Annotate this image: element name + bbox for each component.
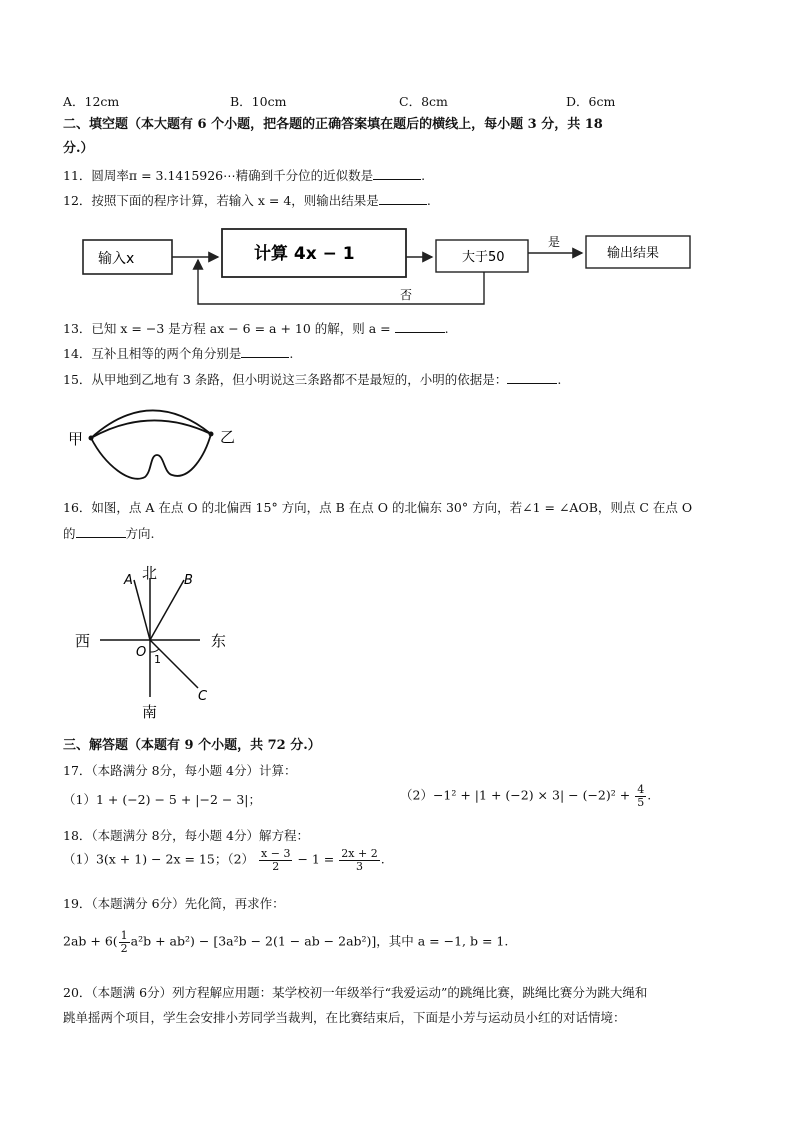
- question-13: [63, 320, 449, 336]
- question-19-expression: [63, 930, 508, 954]
- q15-answer-blank: [507, 371, 557, 384]
- question-18-parts: [63, 848, 385, 872]
- q18-f1-num: x − 3: [261, 847, 291, 860]
- q19-expr-b: a²b + ab²) − [3a²b − 2(1 − ab − 2ab²)]，其中 a = −1, b = 1.: [130, 933, 509, 949]
- section2-heading-line2: 分.）: [63, 141, 94, 156]
- fig16-label-a: A: [124, 573, 133, 588]
- q19-expr-a: 2ab + 6(: [63, 933, 118, 949]
- q10-option-b: B．10cm: [230, 94, 287, 109]
- q19-half-num: 1: [120, 929, 128, 942]
- question-14: [63, 345, 293, 361]
- q19-half-den: 2: [120, 941, 128, 955]
- fig15-point-jia: 甲: [68, 430, 84, 448]
- question-11: [63, 167, 425, 183]
- q18-fraction-1: [259, 848, 292, 872]
- q14-text: 14．互补且相等的两个角分别是: [63, 346, 242, 361]
- question-17-title: 17．（本路满分 8分，每小题 4分）计算：: [63, 763, 297, 778]
- q18-mid: − 1 =: [297, 851, 335, 867]
- q18-part1: （1）3(x + 1) − 2x = 15；（2）: [63, 851, 255, 867]
- flow-compute-label: 计算 4x − 1: [254, 244, 355, 264]
- q16-line2-end: 方向.: [125, 526, 155, 541]
- question-17-part2: [400, 784, 651, 808]
- q18-f2-num: 2x + 2: [341, 847, 378, 860]
- q16-answer-blank: [76, 525, 126, 538]
- q13-answer-blank: [395, 320, 445, 333]
- direction-figure: [70, 560, 240, 725]
- q15-end: .: [557, 372, 562, 387]
- fig16-angle-1: 1: [154, 653, 161, 666]
- fig16-south: 南: [142, 703, 158, 721]
- fig15-road-lower: [91, 434, 211, 479]
- q18-fraction-2: [339, 848, 379, 872]
- question-15: [63, 371, 561, 387]
- q11-text: 11．圆周率π = 3.1415926⋯精确到千分位的近似数是: [63, 168, 374, 183]
- fig16-label-b: B: [184, 573, 193, 588]
- q17-p2-prefix: （2）−1² + |1 + (−2) × 3| − (−2)² +: [400, 787, 631, 803]
- q12-answer-blank: [379, 192, 427, 205]
- q16-line2-start: 的: [63, 526, 76, 541]
- flow-yes-label: 是: [548, 235, 561, 249]
- q14-end: .: [289, 346, 294, 361]
- q15-text: 15．从甲地到乙地有 3 条路，但小明说这三条路都不是最短的，小明的依据是：: [63, 372, 508, 387]
- q19-half-fraction: [119, 930, 130, 954]
- three-roads-figure: [60, 395, 250, 490]
- q11-end: .: [421, 168, 426, 183]
- q10-option-d: D．6cm: [566, 94, 616, 109]
- question-16-line1: 16．如图，点 A 在点 O 的北偏西 15° 方向，点 B 在点 O 的北偏东 30° 方向，若∠1 = ∠AOB，则点 C 在点 O: [63, 500, 693, 515]
- fig16-east: 东: [211, 632, 227, 650]
- question-16-line2: [63, 525, 155, 541]
- fig16-west: 西: [75, 632, 91, 650]
- fig15-point-yi: 乙: [220, 428, 236, 446]
- flow-no-label: 否: [400, 288, 413, 302]
- q17-p2-end: .: [647, 787, 652, 803]
- fig16-label-o: O: [136, 645, 147, 660]
- q17-fraction: [635, 784, 646, 808]
- q13-text: 13．已知 x = −3 是方程 ax − 6 = a + 10 的解，则 a =: [63, 321, 391, 336]
- fig16-ray-ob: [150, 580, 184, 640]
- q11-answer-blank: [373, 167, 421, 180]
- fig16-ray-oa: [134, 580, 150, 640]
- q12-text: 12．按照下面的程序计算，若输入 x = 4，则输出结果是: [63, 193, 379, 208]
- section3-heading: 三、解答题（本题有 9 个小题，共 72 分.）: [63, 738, 321, 753]
- q14-answer-blank: [241, 345, 289, 358]
- q13-end: .: [444, 321, 449, 336]
- q18-end: .: [380, 851, 385, 867]
- flow-output-label: 输出结果: [607, 246, 660, 261]
- question-17-part1: （1）1 + (−2) − 5 + |−2 − 3|；: [63, 792, 262, 807]
- q10-option-c: C．8cm: [399, 94, 448, 109]
- fig16-north: 北: [142, 564, 158, 582]
- q17-fraction-num: 4: [637, 783, 645, 796]
- question-20-line1: 20．（本题满 6分）列方程解应用题：某学校初一年级举行“我爱运动”的跳绳比赛，跳绳比赛分为跳大绳和: [63, 985, 648, 1000]
- q12-end: .: [426, 193, 431, 208]
- program-flowchart: [70, 220, 710, 310]
- flow-condition-label: 大于50: [462, 250, 505, 265]
- section2-heading-line1: 二、填空题（本大题有 6 个小题，把各题的正确答案填在题后的横线上，每小题 3 分，共 18: [63, 117, 603, 132]
- fig16-label-c: C: [198, 689, 208, 704]
- q10-option-a: A．12cm: [63, 94, 120, 109]
- q17-fraction-den: 5: [637, 795, 645, 809]
- q18-f2-den: 3: [355, 859, 363, 873]
- fig15-road-middle: [91, 420, 211, 438]
- question-19-title: 19．（本题满分 6分）先化简，再求作：: [63, 896, 285, 911]
- question-20-line2: 跳单摇两个项目，学生会安排小芳同学当裁判，在比赛结束后，下面是小芳与运动员小红的对话情境：: [63, 1010, 626, 1025]
- question-18-title: 18．（本题满分 8分，每小题 4分）解方程：: [63, 828, 310, 843]
- q18-f1-den: 2: [272, 859, 280, 873]
- flow-input-label: 输入x: [98, 251, 135, 267]
- question-12: [63, 192, 431, 208]
- fig15-road-upper: [91, 410, 211, 438]
